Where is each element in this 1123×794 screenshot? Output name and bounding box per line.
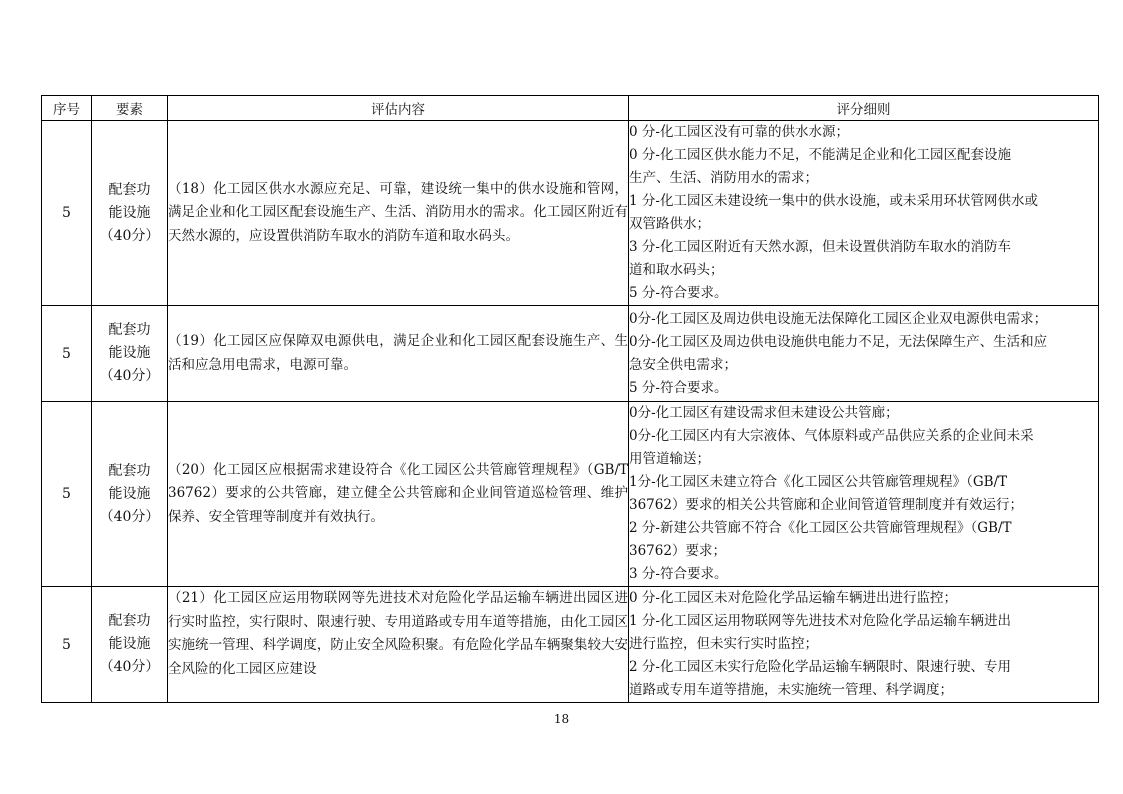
detail-line: 生产、生活、消防用水的需求； <box>629 170 818 186</box>
element-line: 能设施 <box>108 345 151 361</box>
row-content-text: （21）化工园区应运用物联网等先进技术对危险化学品运输车辆进出园区进行实时监控，实行限时、限速行驶、专用道路或专用车道等措施，由化工园区实施统一管理、科学调度，防止安全风险积聚。有危险化学品车辆聚集较大安全风险的化工园区应建设 <box>168 590 628 677</box>
row-detail <box>629 587 1099 703</box>
detail-line: 3 分-符合要求。 <box>629 566 728 582</box>
element-line: （40分） <box>99 659 160 675</box>
detail-line: 0 分-化工园区供水能力不足，不能满足企业和化工园区配套设施 <box>629 147 1011 163</box>
header-number: 序号 <box>42 96 92 121</box>
element-line: 能设施 <box>108 204 151 221</box>
row-content: （18）化工园区供水水源应充足、可靠，建设统一集中的供水设施和管网，满足企业和化工园区配套设施生产、生活、消防用水的需求。化工园区附近有天然水源的，应设置供消防车取水的消防车道和取水码头。 <box>168 121 629 306</box>
detail-line: 1 分-化工园区未建设统一集中的供水设施，或未采用环状管网供水或 <box>629 193 1038 209</box>
detail-line: 道路或专用车道等措施，未实施统一管理、科学调度； <box>629 682 953 698</box>
detail-line: 36762）要求； <box>629 543 726 559</box>
header-detail: 评分细则 <box>629 96 1099 121</box>
detail-line: 0分-化工园区内有大宗液体、气体原料或产品供应关系的企业间未采 <box>629 428 1034 444</box>
element-line: （40分） <box>99 508 160 525</box>
table-header-row <box>42 96 1099 121</box>
detail-line: 5 分-符合要求。 <box>629 285 728 301</box>
detail-line: 5 分-符合要求。 <box>629 379 728 396</box>
detail-line: 2 分-化工园区未实行危险化学品运输车辆限时、限速行驶、专用 <box>629 659 1011 675</box>
row-detail <box>629 402 1099 587</box>
row-element <box>92 306 168 402</box>
row-content <box>168 587 629 703</box>
element-line: 能设施 <box>108 485 151 502</box>
row-detail <box>629 306 1099 402</box>
detail-line: 双管路供水； <box>629 216 710 232</box>
detail-line: 2 分-新建公共管廊不符合《化工园区公共管廊管理规程》（GB/T <box>629 520 1012 536</box>
detail-line: 急安全供电需求； <box>629 356 737 373</box>
detail-line: 36762）要求的相关公共管廊和企业间管道管理制度并有效运行； <box>629 497 1023 513</box>
row-element <box>92 587 168 703</box>
element-line: （40分） <box>99 368 160 384</box>
table-row <box>42 121 1099 306</box>
evaluation-table <box>41 95 1099 703</box>
detail-line: 1 分-化工园区运用物联网等先进技术对危险化学品运输车辆进出 <box>629 613 1011 629</box>
detail-line: 进行监控，但未实行实时监控； <box>629 636 818 652</box>
element-line: （40分） <box>99 227 160 244</box>
header-element: 要素 <box>92 96 168 121</box>
row-detail <box>629 121 1099 306</box>
element-line: 能设施 <box>108 636 151 652</box>
row-number: 5 <box>42 402 92 587</box>
detail-line: 3 分-化工园区附近有天然水源，但未设置供消防车取水的消防车 <box>629 239 1011 255</box>
table-row <box>42 402 1099 587</box>
detail-line: 0 分-化工园区未对危险化学品运输车辆进出进行监控； <box>629 590 957 606</box>
table-row <box>42 306 1099 402</box>
row-number: 5 <box>42 306 92 402</box>
row-element <box>92 121 168 306</box>
detail-line: 0分-化工园区有建设需求但未建设公共管廊； <box>629 405 899 421</box>
detail-line: 用管道输送； <box>629 451 710 467</box>
table-row <box>42 587 1099 703</box>
row-number: 5 <box>42 587 92 703</box>
row-number: 5 <box>42 121 92 306</box>
detail-line: 道和取水码头； <box>629 262 724 278</box>
row-content: （20）化工园区应根据需求建设符合《化工园区公共管廊管理规程》（GB/T 36762）要求的公共管廊，建立健全公共管廊和企业间管道巡检管理、维护保养、安全管理等制度并有效执行。 <box>168 402 629 587</box>
row-element <box>92 402 168 587</box>
header-content: 评估内容 <box>168 96 629 121</box>
detail-line: 0分-化工园区及周边供电设施供电能力不足，无法保障生产、生活和应 <box>629 333 1048 350</box>
page-number: 18 <box>553 712 570 726</box>
element-line: 配套功 <box>108 613 151 629</box>
element-line: 配套功 <box>108 462 151 479</box>
element-line: 配套功 <box>108 181 151 198</box>
detail-line: 0分-化工园区及周边供电设施无法保障化工园区企业双电源供电需求； <box>629 310 1048 327</box>
element-line: 配套功 <box>108 322 151 338</box>
row-content: （19）化工园区应保障双电源供电，满足企业和化工园区配套设施生产、生活和应急用电需求，电源可靠。 <box>168 306 629 402</box>
detail-line: 0 分-化工园区没有可靠的供水水源； <box>629 124 849 140</box>
detail-line: 1分-化工园区未建立符合《化工园区公共管廊管理规程》（GB/T <box>629 474 1008 490</box>
